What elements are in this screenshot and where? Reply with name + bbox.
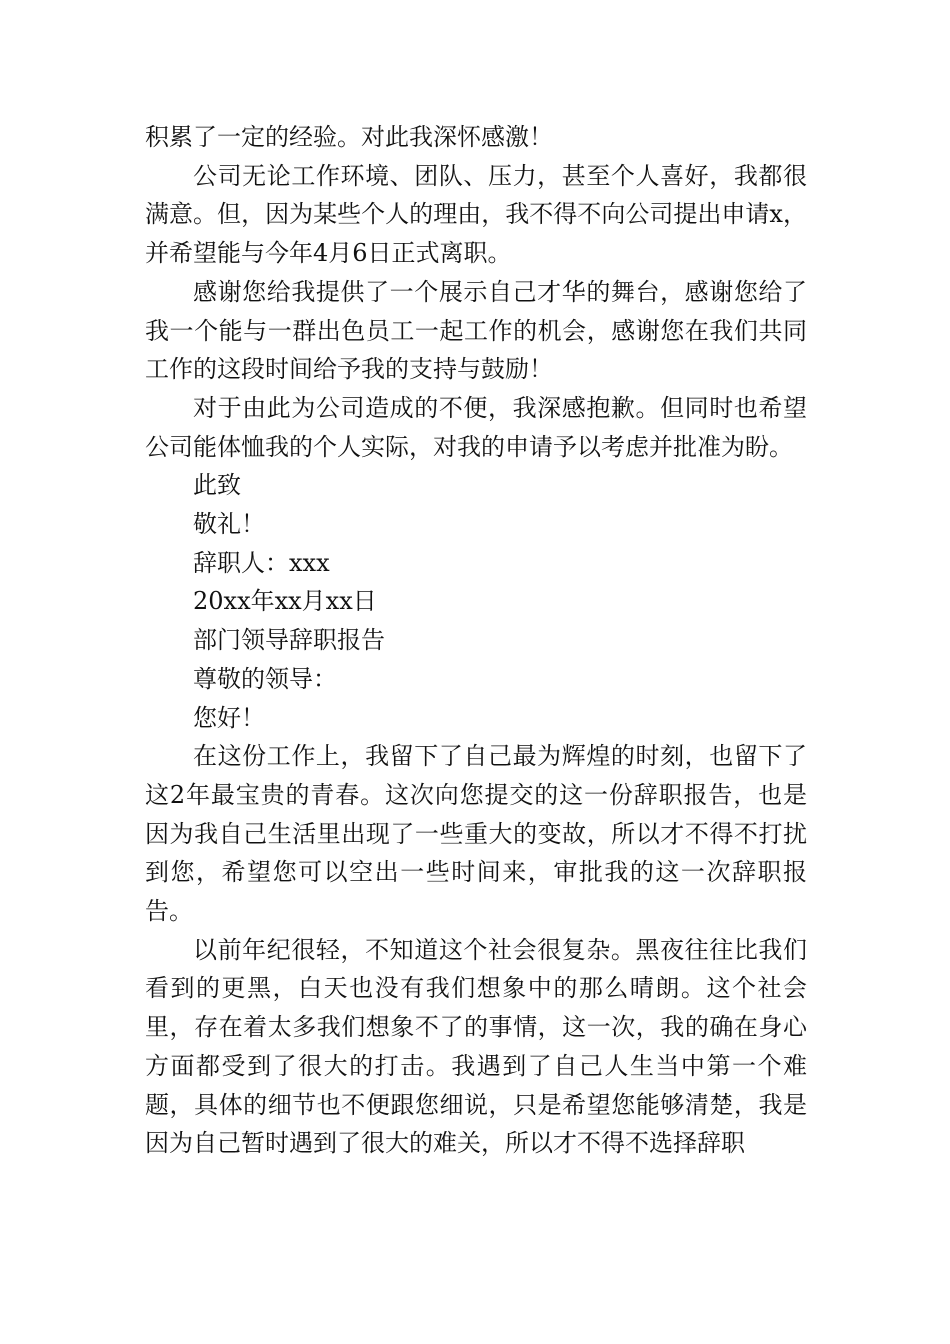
greeting-addressee: 尊敬的领导： <box>193 664 337 693</box>
paragraph-gratitude-end: 积累了一定的经验。对此我深怀感激！ <box>145 123 553 151</box>
document-body <box>145 118 807 1163</box>
signature-name: 辞职人：xxx <box>193 548 330 577</box>
section-title: 部门领导辞职报告 <box>193 626 385 655</box>
paragraph-resignation-request: 公司无论工作环境、团队、压力，甚至个人喜好，我都很满意。但，因为某些个人的理由，我不得不向公司提出申请x，并希望能与今年4月6日正式离职。 <box>145 161 807 268</box>
paragraph-personal-difficulty: 以前年纪很轻，不知道这个社会很复杂。黑夜往往比我们看到的更黑，白天也没有我们想象中的那么晴朗。这个社会里，存在着太多我们想象不了的事情，这一次，我的确在身心方面都受到了很大的打击。我遇到了自己人生当中第一个难题，具体的细节也不便跟您细说，只是希望您能够清楚，我是因为自己暂时遇到了很大的难关，所以才不得不选择辞职 <box>145 935 807 1158</box>
paragraph-apology: 对于由此为公司造成的不便，我深感抱歉。但同时也希望公司能体恤我的个人实际，对我的申请予以考虑并批准为盼。 <box>145 393 807 461</box>
closing-salutation: 此致 <box>193 471 241 500</box>
greeting-hello: 您好！ <box>193 703 265 732</box>
paragraph-work-memories: 在这份工作上，我留下了自己最为辉煌的时刻，也留下了这2年最宝贵的青春。这次向您提交的这一份辞职报告，也是因为我自己生活里出现了一些重大的变故，所以才不得不打扰到您，希望您可以空出一些时间来，审批我的这一次辞职报告。 <box>145 742 807 926</box>
paragraph-thanks: 感谢您给我提供了一个展示自己才华的舞台，感谢您给了我一个能与一群出色员工一起工作的机会，感谢您在我们共同工作的这段时间给予我的支持与鼓励！ <box>145 277 807 384</box>
closing-regards: 敬礼！ <box>193 510 265 539</box>
signature-date: 20xx年xx月xx日 <box>193 587 377 616</box>
